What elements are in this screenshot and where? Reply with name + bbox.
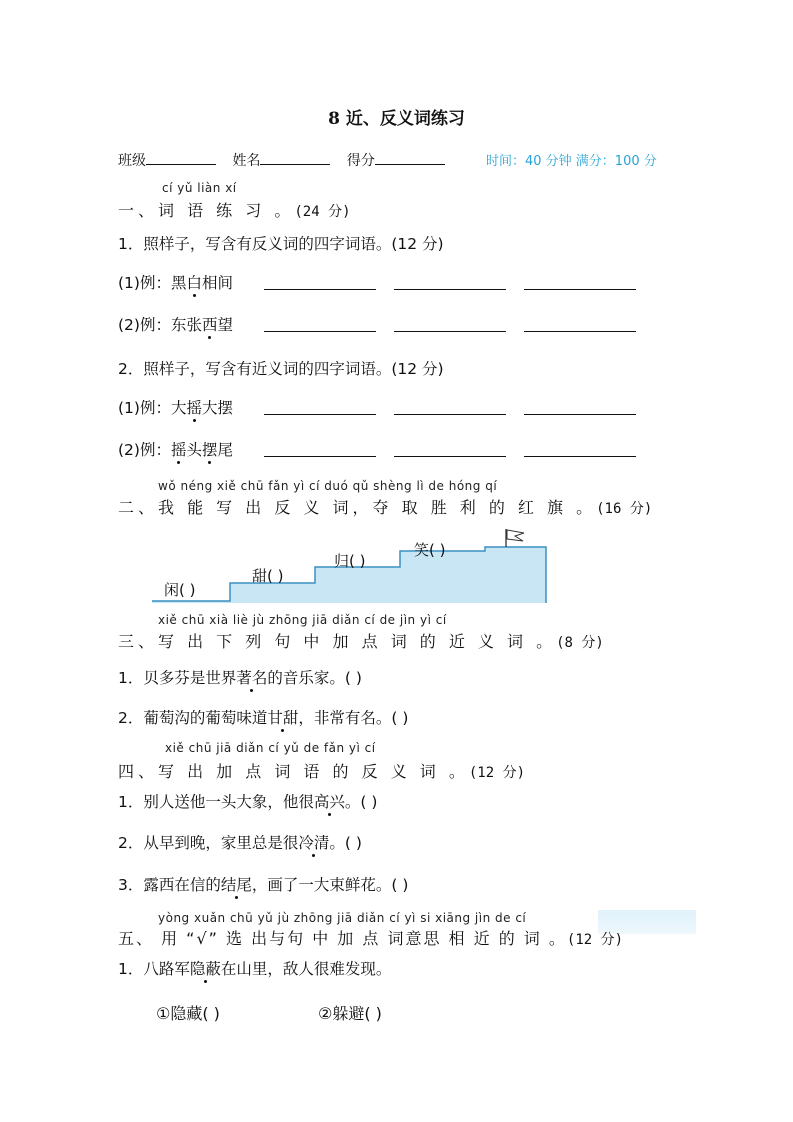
dotted-word: 结尾	[220, 876, 252, 894]
stair-word-3[interactable]: 归( )	[334, 552, 366, 570]
section1-heading-text: 一、词 语 练 习 。	[118, 201, 295, 220]
dotted-word: 高兴	[313, 793, 345, 811]
answer-line[interactable]	[524, 455, 636, 457]
dotted-char: 摇	[170, 441, 187, 459]
s1-question-1: 1．照样子，写含有反义词的四字词语。(12 分)	[118, 235, 444, 253]
answer-line[interactable]	[264, 330, 376, 332]
name-label: 姓名	[232, 153, 261, 169]
section5-pinyin: yòng xuǎn chū yǔ jù zhōng jiā diǎn cí yì si xiāng jìn de cí	[158, 911, 527, 925]
example-text: 尾	[217, 441, 234, 459]
example-text: (1)例：黑	[118, 274, 187, 292]
stair-word-1[interactable]: 闲( )	[164, 581, 196, 599]
section5-heading-text: 五、 用 “√” 选 出与句 中 加 点 词意思 相 近 的 词 。	[118, 929, 567, 948]
question-text: 1．贝多芬是世界	[118, 669, 237, 687]
example-text: 头	[186, 441, 202, 459]
s4-question-2	[118, 831, 362, 853]
section5-heading	[118, 926, 623, 949]
s1-q2-example-1	[118, 396, 233, 418]
s1-q1-example-2	[118, 313, 233, 335]
name-blank[interactable]	[260, 150, 330, 165]
section2-heading-text: 二、我 能 写 出 反 义 词，夺 取 胜 利 的 红 旗 。	[118, 498, 597, 517]
score-blank[interactable]	[375, 150, 445, 165]
dotted-word: 隐蔽	[189, 960, 221, 978]
section3-heading-text: 三、写 出 下 列 句 中 加 点 词 的 近 义 词 。	[118, 632, 557, 651]
section2-score: (16 分)	[596, 501, 653, 517]
answer-line[interactable]	[264, 455, 376, 457]
answer-bracket[interactable]: 的音乐家。( )	[267, 669, 362, 687]
example-text: 相间	[201, 274, 233, 292]
example-text: (2)例：	[118, 441, 171, 459]
page-title: 8 近、反义词练习	[328, 109, 465, 129]
question-text: 1．八路军	[118, 960, 190, 978]
answer-line[interactable]	[394, 288, 506, 290]
dotted-char: 白	[186, 274, 202, 292]
s4-question-3	[118, 873, 408, 895]
section5-score: (12 分)	[566, 932, 624, 948]
s5-question-1	[118, 957, 391, 979]
section3-pinyin: xiě chū xià liè jù zhōng jiā diǎn cí de jìn yì cí	[158, 613, 447, 627]
section1-pinyin: cí yǔ liàn xí	[162, 181, 237, 195]
answer-line[interactable]	[394, 455, 506, 457]
answer-line[interactable]	[394, 413, 506, 415]
class-label: 班级	[118, 153, 146, 169]
student-info	[118, 150, 457, 170]
s4-question-1	[118, 790, 377, 812]
section3-score: (8 分)	[556, 635, 604, 651]
example-text: 大摆	[201, 399, 233, 417]
option-1[interactable]: ①隐藏( )	[156, 1004, 220, 1023]
section4-pinyin: xiě chū jiā diǎn cí yǔ de fǎn yì cí	[165, 741, 376, 755]
answer-bracket[interactable]: 。( )	[329, 834, 362, 852]
s1-q2-example-2	[118, 438, 233, 460]
answer-bracket[interactable]: ，非常有名。( )	[298, 709, 409, 727]
score-label: 得分	[346, 153, 375, 169]
example-text: (2)例：东张	[118, 316, 202, 334]
staircase-diagram	[152, 527, 548, 603]
answer-line[interactable]	[524, 330, 636, 332]
time-info: 时间：40 分钟 满分：100 分	[486, 154, 657, 169]
s3-question-2	[118, 706, 408, 728]
dotted-word: 冷清	[298, 834, 330, 852]
answer-line[interactable]	[524, 413, 636, 415]
dotted-char: 摆	[202, 441, 218, 459]
section4-heading-text: 四、写 出 加 点 词 语 的 反 义 词 。	[118, 762, 469, 781]
answer-line[interactable]	[264, 288, 376, 290]
answer-bracket[interactable]: ，画了一大束鲜花。( )	[251, 876, 409, 894]
question-text: 在山里，敌人很难发现。	[220, 960, 392, 978]
dotted-char: 摇	[186, 399, 202, 417]
dotted-word: 甘甜	[267, 709, 299, 727]
s1-question-2: 2．照样子，写含有近义词的四字词语。(12 分)	[118, 360, 444, 378]
section2-heading	[118, 495, 652, 518]
question-text: 1．别人送他一头大象，他很	[118, 793, 314, 811]
s1-q1-example-1	[118, 271, 233, 293]
dotted-word: 著名	[236, 669, 268, 687]
section1-score: (24 分)	[294, 204, 351, 220]
class-blank[interactable]	[146, 150, 216, 165]
flag-icon	[507, 530, 524, 541]
question-text: 2．葡萄沟的葡萄味道	[118, 709, 268, 727]
dotted-char: 西	[201, 316, 218, 334]
stair-word-2[interactable]: 甜( )	[252, 567, 284, 585]
section4-score: (12 分)	[468, 765, 526, 781]
example-text: (1)例：大	[118, 399, 187, 417]
answer-line[interactable]	[524, 288, 636, 290]
section3-heading	[118, 629, 604, 652]
section4-heading	[118, 759, 525, 782]
example-text: 望	[217, 316, 233, 334]
answer-bracket[interactable]: 。( )	[344, 793, 378, 811]
stair-word-4[interactable]: 笑( )	[414, 541, 446, 559]
question-text: 3．露西在信的	[118, 876, 221, 894]
answer-line[interactable]	[394, 330, 506, 332]
section2-pinyin: wǒ néng xiě chū fǎn yì cí duó qǔ shèng lì de hóng qí	[158, 479, 498, 493]
section1-heading	[118, 198, 351, 221]
option-2[interactable]: ②躲避( )	[318, 1004, 382, 1023]
s3-question-1	[118, 666, 362, 688]
answer-line[interactable]	[264, 413, 376, 415]
question-text: 2．从早到晚，家里总是很	[118, 834, 299, 852]
